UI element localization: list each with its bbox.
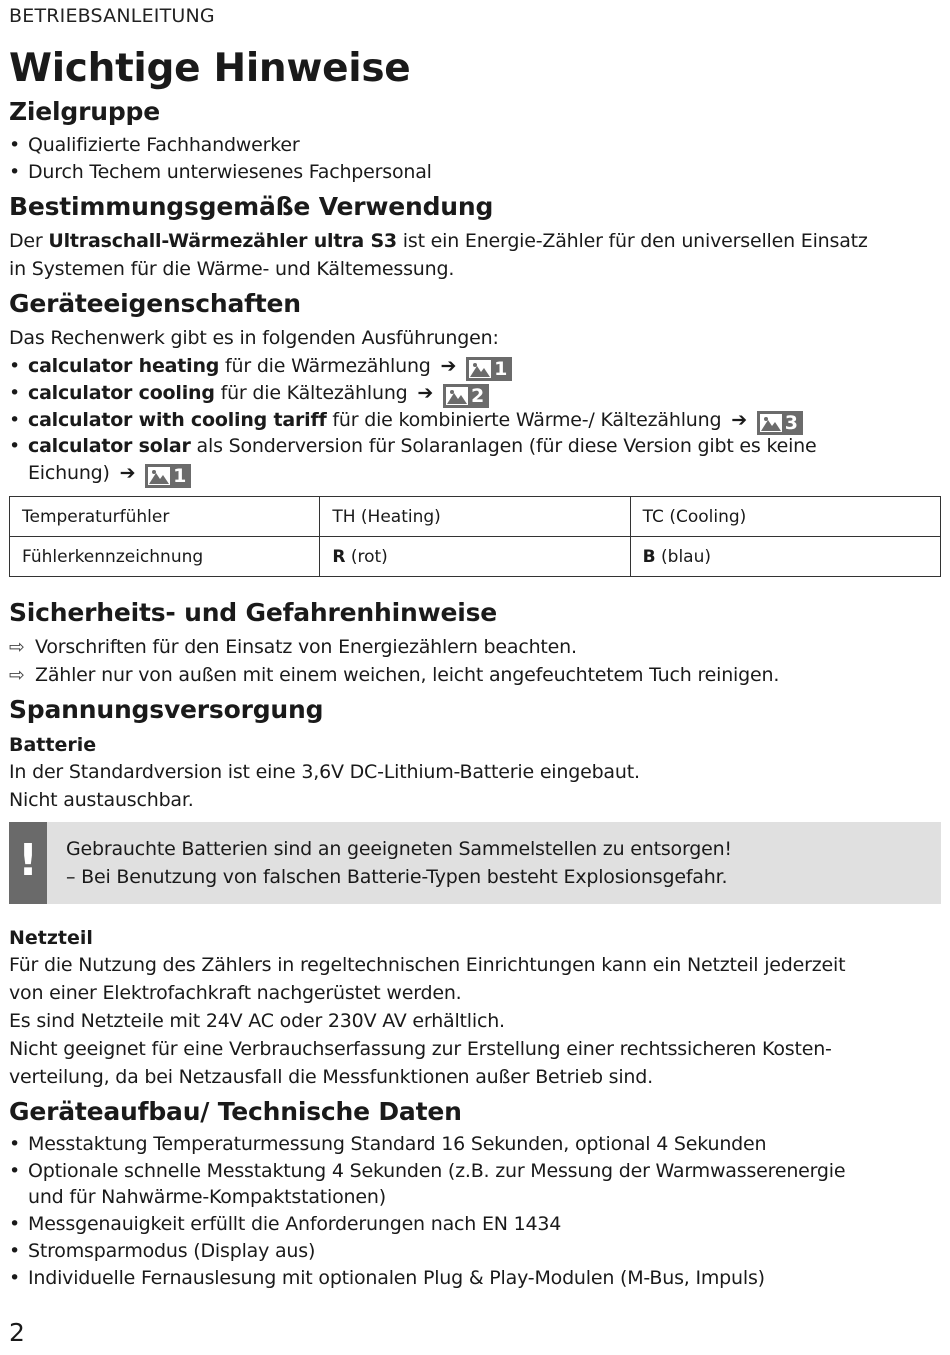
list-item-continuation: Eichung) ➔ 1 — [28, 462, 191, 488]
table-cell: Temperaturfühler — [10, 497, 320, 537]
paragraph-line: Nicht austauschbar. — [9, 789, 194, 811]
paragraph-line: Es sind Netzteile mit 24V AC oder 230V AV erhältlich. — [9, 1010, 505, 1032]
paragraph-line: von einer Elektrofachkraft nachgerüstet werden. — [9, 982, 462, 1004]
table-cell: TH (Heating) — [320, 497, 630, 537]
hint-arrow-icon: ⇨ — [9, 636, 25, 658]
paragraph-line: Das Rechenwerk gibt es in folgenden Ausführungen: — [9, 327, 499, 349]
figure-reference: 1 — [466, 357, 512, 381]
list-item: • calculator heating für die Wärmezählung ➔ 1 — [9, 355, 512, 381]
paragraph-line: Nicht geeignet für eine Verbrauchserfassung zur Erstellung einer rechtssicheren Kosten- — [9, 1038, 832, 1060]
list-item: • Durch Techem unterwiesenes Fachpersonal — [9, 161, 432, 183]
table-cell: B (blau) — [630, 537, 940, 577]
heading-zielgruppe: Zielgruppe — [9, 97, 160, 126]
list-item-continuation: und für Nahwärme-Kompaktstationen) — [28, 1186, 386, 1208]
arrow-right-icon: ➔ — [440, 355, 457, 377]
heading-spannungsversorgung: Spannungsversorgung — [9, 695, 324, 724]
image-icon — [148, 467, 170, 485]
list-item: • Stromsparmodus (Display aus) — [9, 1240, 316, 1262]
table-row — [10, 497, 941, 537]
list-item: • Individuelle Fernauslesung mit optionalen Plug & Play-Modulen (M-Bus, Impuls) — [9, 1267, 765, 1289]
figure-reference: 3 — [757, 411, 803, 435]
page-title: Wichtige Hinweise — [9, 46, 411, 91]
warning-text: – Bei Benutzung von falschen Batterie-Typen besteht Explosionsgefahr. — [66, 866, 728, 888]
arrow-right-icon: ➔ — [731, 409, 747, 431]
table-cell: Fühlerkennzeichnung — [10, 537, 320, 577]
warning-text: Gebrauchte Batterien sind an geeigneten Sammelstellen zu entsorgen! — [66, 838, 732, 860]
heading-geraeteaufbau: Geräteaufbau/ Technische Daten — [9, 1097, 462, 1126]
warning-icon: ! — [9, 822, 47, 904]
arrow-right-icon: ➔ — [119, 462, 136, 484]
table-cell: R (rot) — [320, 537, 630, 577]
paragraph-line: verteilung, da bei Netzausfall die Messfunktionen außer Betrieb sind. — [9, 1066, 653, 1088]
hint-item: ⇨ Vorschriften für den Einsatz von Energiezählern beachten. — [9, 636, 577, 658]
subheading-batterie: Batterie — [9, 734, 97, 756]
document-type-label: BETRIEBSANLEITUNG — [9, 5, 215, 27]
table-row — [10, 537, 941, 577]
list-item: • Optionale schnelle Messtaktung 4 Sekunden (z.B. zur Messung der Warmwasserenergie — [9, 1160, 846, 1182]
sensor-table — [9, 496, 941, 577]
list-item: • Qualifizierte Fachhandwerker — [9, 134, 300, 156]
list-item: • calculator solar als Sonderversion für Solaranlagen (für diese Version gibt es keine — [9, 435, 817, 457]
list-item: • Messgenauigkeit erfüllt die Anforderungen nach EN 1434 — [9, 1213, 562, 1235]
table-cell: TC (Cooling) — [630, 497, 940, 537]
paragraph-line: In der Standardversion ist eine 3,6V DC-Lithium-Batterie eingebaut. — [9, 761, 640, 783]
heading-sicherheit: Sicherheits- und Gefahrenhinweise — [9, 598, 498, 627]
page-number: 2 — [9, 1318, 25, 1347]
image-icon — [446, 387, 468, 405]
heading-geraeteeigenschaften: Geräteeigenschaften — [9, 289, 301, 318]
image-icon — [760, 414, 782, 432]
heading-verwendung: Bestimmungsgemäße Verwendung — [9, 192, 494, 221]
paragraph-line: Der Ultraschall-Wärmezähler ultra S3 ist ein Energie-Zähler für den universellen Einsatz — [9, 230, 868, 252]
hint-arrow-icon: ⇨ — [9, 664, 25, 686]
list-item: • calculator with cooling tariff für die kombinierte Wärme-/ Kältezählung ➔ 3 — [9, 409, 803, 435]
subheading-netzteil: Netzteil — [9, 927, 93, 949]
hint-item: ⇨ Zähler nur von außen mit einem weichen, leicht angefeuchtetem Tuch reinigen. — [9, 664, 780, 686]
list-item: • calculator cooling für die Kältezählung ➔ 2 — [9, 382, 489, 408]
figure-reference: 2 — [443, 384, 489, 408]
arrow-right-icon: ➔ — [417, 382, 434, 404]
list-item: • Messtaktung Temperaturmessung Standard 16 Sekunden, optional 4 Sekunden — [9, 1133, 767, 1155]
warning-box — [9, 822, 941, 904]
figure-reference: 1 — [145, 464, 191, 488]
paragraph-line: Für die Nutzung des Zählers in regeltechnischen Einrichtungen kann ein Netzteil jederzeit — [9, 954, 846, 976]
image-icon — [469, 360, 491, 378]
paragraph-line: in Systemen für die Wärme- und Kältemessung. — [9, 258, 455, 280]
